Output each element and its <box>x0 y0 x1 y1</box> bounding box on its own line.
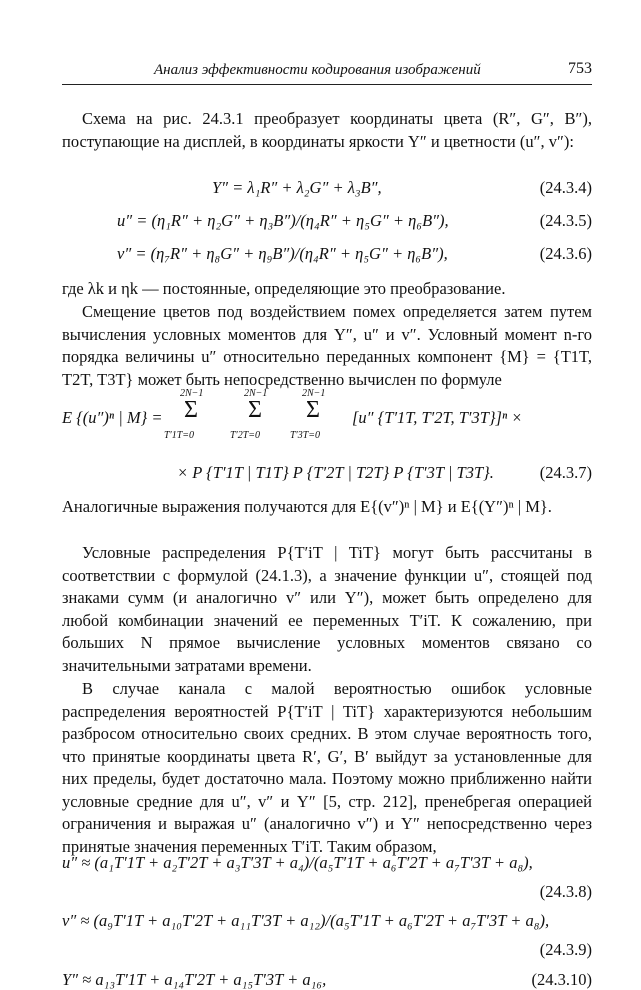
equation-24-3-7-summand: [u″ {T′1T, T′2T, T′3T}]ⁿ × <box>352 408 523 427</box>
paragraph-low-error-channel: В случае канала с малой вероятностью ошибок условные распределения вероятностей P{T′iT | TiT} характеризуются небольшим разбросом относительно своих средних. В этом случае вероятность того, что принятые координаты цвета R′, G′, B′ выйдут за установленные для них пределы, будет достаточно мала. Поэтому можно приближенно найти условные средние для u″, v″ и Y″ [5, стр. 212], пренебрегая операцией ограничения и выражая u″ (аналогично v″) и Y″ непосредственно через принятые значения переменных T′iT. Таким образом, <box>62 679 592 856</box>
paragraph-analogous: Аналогичные выражения получаются для E{(v″)ⁿ | M} и E{(Y″)ⁿ | M}. <box>62 497 552 516</box>
sum-upper-limit-1: 2N−1 <box>180 388 204 399</box>
book-page <box>62 60 592 85</box>
equation-number-24-3-9: (24.3.9) <box>539 940 592 959</box>
sum-index-1: T′1T=0 <box>164 430 195 441</box>
paragraph-moments: Смещение цветов под воздействием помех определяется затем путем вычисления условных моментов для Y″, u″ и v″. Условный момент n-го порядка величины u″ относительно переданных компонент {M} = {T1T, T2T, T3T} может быть непосредственно вычислен по формуле <box>62 302 592 389</box>
page-number: 753 <box>568 60 592 77</box>
equation-24-3-5: u″ = (η₁R″ + η₂G″ + η₃B″)/(η₄R″ + η₅G″ + η₆B″), <box>117 211 449 230</box>
sum-symbol-3: Σ <box>306 397 320 423</box>
equation-24-3-4: Y″ = λ₁R″ + λ₂G″ + λ₃B″, <box>212 178 382 197</box>
paragraph-distributions: Условные распределения P{T′iT | TiT} могут быть рассчитаны в соответствии с формулой (24.1.3), а значение функции u″, стоящей под знаками сумм (и аналогично v″ или Y″), может быть определено для любой комбинации значений ее переменных T′iT. К сожалению, при больших N прямое вычисление условных моментов связано со значительными затратами времени. <box>62 543 592 675</box>
equation-number-24-3-5: (24.3.5) <box>539 211 592 230</box>
equation-24-3-8: u″ ≈ (a₁T′1T + a₂T′2T + a₃T′3T + a₄)/(a₅T′1T + a₆T′2T + a₇T′3T + a₈), <box>62 853 533 872</box>
equation-24-3-9: v″ ≈ (a₉T′1T + a₁₀T′2T + a₁₁T′3T + a₁₂)/(a₅T′1T + a₆T′2T + a₇T′3T + a₈), <box>62 911 550 930</box>
sum-upper-limit-2: 2N−1 <box>244 388 268 399</box>
sum-upper-limit-3: 2N−1 <box>302 388 326 399</box>
equation-number-24-3-10: (24.3.10) <box>531 970 592 989</box>
equation-number-24-3-8: (24.3.8) <box>539 882 592 901</box>
running-header <box>62 60 592 85</box>
paragraph-intro: Схема на рис. 24.3.1 преобразует координаты цвета (R″, G″, B″), поступающие на дисплей, в координаты яркости Y″ и цветности (u″, v″): <box>62 109 592 151</box>
equation-24-3-7-lhs: E {(u″)ⁿ | M} = <box>62 408 163 427</box>
sum-index-2: T′2T=0 <box>230 430 261 441</box>
paragraph-constants: где λk и ηk — постоянные, определяющие это преобразование. <box>62 279 506 298</box>
equation-24-3-10: Y″ ≈ a₁₃T′1T + a₁₄T′2T + a₁₅T′3T + a₁₆, <box>62 970 327 989</box>
equation-24-3-7-line2: × P {T′1T | T1T} P {T′2T | T2T} P {T′3T | T3T}. <box>177 463 494 482</box>
sum-index-3: T′3T=0 <box>290 430 321 441</box>
equation-number-24-3-7: (24.3.7) <box>539 463 592 482</box>
equation-24-3-6: v″ = (η₇R″ + η₈G″ + η₉B″)/(η₄R″ + η₅G″ + η₆B″), <box>117 244 448 263</box>
sum-symbol-2: Σ <box>248 397 262 423</box>
running-title: Анализ эффективности кодирования изображений <box>154 62 481 78</box>
sum-symbol-1: Σ <box>184 397 198 423</box>
equation-number-24-3-6: (24.3.6) <box>539 244 592 263</box>
equation-number-24-3-4: (24.3.4) <box>539 178 592 197</box>
